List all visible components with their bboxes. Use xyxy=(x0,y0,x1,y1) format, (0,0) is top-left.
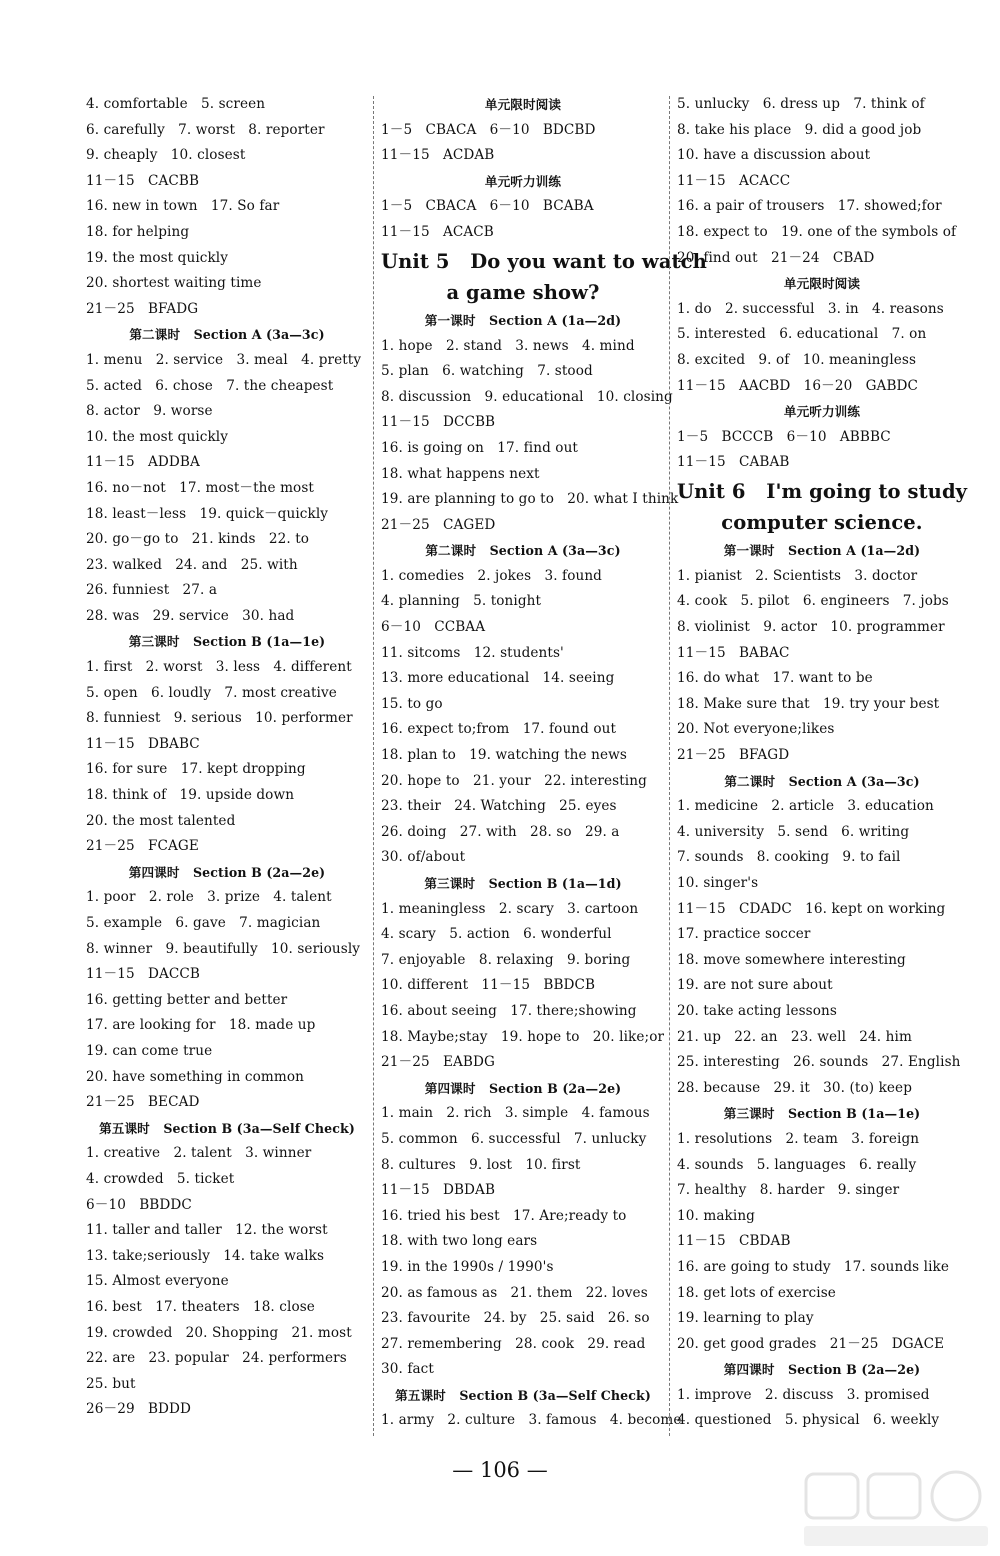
answer-line: 27. remembering 28. cook 29. read xyxy=(381,1335,646,1352)
answer-line: 1. first 2. worst 3. less 4. different xyxy=(86,659,352,676)
section-heading: 单元限时阅读 xyxy=(783,276,861,292)
answer-line: 10. making xyxy=(677,1207,755,1224)
section-heading: 第二课时 Section A (3a—3c) xyxy=(724,773,920,789)
answer-line: 13. take;seriously 14. take walks xyxy=(86,1247,325,1264)
answer-line: 15. to go xyxy=(381,695,443,712)
unit-title: Unit 5 Do you want to watch xyxy=(381,249,707,273)
answer-line: 19. the most quickly xyxy=(86,249,229,266)
answer-line: 15. Almost everyone xyxy=(86,1273,229,1290)
answer-line: 26. doing 27. with 28. so 29. a xyxy=(381,823,620,840)
answer-line: 30. fact xyxy=(381,1361,434,1378)
answer-line: 10. singer's xyxy=(677,875,759,891)
section-heading: 单元听力训练 xyxy=(783,404,861,420)
answer-line: 19. in the 1990s / 1990's xyxy=(381,1258,554,1275)
section-heading: 第五课时 Section B (3a—Self Check) xyxy=(395,1387,651,1403)
answer-line: 21－25 BFAGD xyxy=(677,747,790,764)
answer-line: 11－15 ACDAB xyxy=(381,147,495,164)
answer-line: 20. find out 21－24 CBAD xyxy=(677,249,875,266)
answer-line: 7. sounds 8. cooking 9. to fail xyxy=(677,849,901,866)
answer-line: 6－10 BBDDC xyxy=(86,1196,192,1213)
answer-line: 16. is going on 17. find out xyxy=(381,439,578,456)
answer-line: 21－25 EABDG xyxy=(381,1054,495,1071)
answer-line: 8. funniest 9. serious 10. performer xyxy=(86,710,353,727)
answer-line: 21－25 FCAGE xyxy=(86,838,199,855)
answer-line: 10. the most quickly xyxy=(86,428,229,445)
answer-line: 1－5 CBACA 6－10 BCABA xyxy=(381,198,594,215)
answer-line: 19. can come true xyxy=(86,1042,213,1059)
answer-line: 21. up 22. an 23. well 24. him xyxy=(677,1028,912,1045)
answer-line: 11－15 AACBD 16－20 GABDC xyxy=(677,377,919,394)
answer-line: 4. questioned 5. physical 6. weekly xyxy=(677,1412,940,1429)
answer-line: 1. army 2. culture 3. famous 4. become xyxy=(381,1412,682,1429)
answer-line: 16. new in town 17. So far xyxy=(86,198,280,215)
answer-line: 1－5 CBACA 6－10 BDCBD xyxy=(381,121,596,138)
answer-line: 18. move somewhere interesting xyxy=(677,951,906,968)
answer-line: 16. do what 17. want to be xyxy=(677,670,873,687)
answer-line: 5. common 6. successful 7. unlucky xyxy=(381,1130,647,1147)
answer-line: 6－10 CCBAA xyxy=(381,619,486,636)
answer-line: 8. discussion 9. educational 10. closing xyxy=(381,388,673,405)
answer-line: 1. creative 2. talent 3. winner xyxy=(86,1145,312,1162)
answer-line: 20. have something in common xyxy=(86,1068,305,1085)
unit-title: Unit 6 I'm going to study xyxy=(677,479,968,503)
answer-line: 16. getting better and better xyxy=(86,991,288,1008)
answer-line: 4. cook 5. pilot 6. engineers 7. jobs xyxy=(677,593,949,610)
answer-column-1 xyxy=(86,92,368,1423)
answer-line: 16. no－not 17. most－the most xyxy=(86,479,314,496)
answer-line: 11－15 CABAB xyxy=(677,454,790,471)
answer-line: 8. excited 9. of 10. meaningless xyxy=(677,351,917,368)
section-heading: 第四课时 Section B (2a—2e) xyxy=(128,864,326,880)
section-heading: 单元听力训练 xyxy=(484,173,562,189)
answer-line: 1. comedies 2. jokes 3. found xyxy=(381,567,602,584)
answer-line: 19. are planning to go to 20. what I think xyxy=(381,491,679,508)
answer-line: 11. sitcoms 12. students' xyxy=(381,644,564,661)
answer-line: 1－5 BCCCB 6－10 ABBBC xyxy=(677,428,891,445)
unit-title: a game show? xyxy=(446,280,600,304)
page-number: — 106 — xyxy=(452,1458,548,1482)
answer-line: 23. favourite 24. by 25. said 26. so xyxy=(381,1310,650,1327)
answer-line: 20. as famous as 21. them 22. loves xyxy=(381,1284,648,1301)
answer-line: 16. about seeing 17. there;showing xyxy=(381,1002,637,1019)
section-heading: 第三课时 Section B (1a—1e) xyxy=(128,634,326,650)
answer-line: 6. carefully 7. worst 8. reporter xyxy=(86,121,325,138)
section-heading: 第五课时 Section B (3a—Self Check) xyxy=(99,1120,355,1136)
answer-line: 11－15 DBDAB xyxy=(381,1182,496,1199)
answer-line: 20. the most talented xyxy=(86,812,236,829)
answer-line: 10. have a discussion about xyxy=(677,147,871,164)
answer-line: 8. take his place 9. did a good job xyxy=(677,121,922,138)
answer-line: 5. unlucky 6. dress up 7. think of xyxy=(677,96,925,112)
answer-line: 1. meaningless 2. scary 3. cartoon xyxy=(381,900,639,917)
answer-line: 1. menu 2. service 3. meal 4. pretty xyxy=(86,351,362,368)
section-heading: 单元限时阅读 xyxy=(484,97,562,112)
answer-line: 20. take acting lessons xyxy=(677,1002,837,1019)
unit-title: computer science. xyxy=(721,511,923,535)
answer-line: 28. because 29. it 30. (to) keep xyxy=(677,1079,912,1096)
answer-line: 18. plan to 19. watching the news xyxy=(381,747,627,764)
answer-line: 20. hope to 21. your 22. interesting xyxy=(381,772,647,789)
answer-line: 13. more educational 14. seeing xyxy=(381,670,615,687)
answer-line: 19. learning to play xyxy=(677,1310,814,1327)
answer-line: 1. main 2. rich 3. simple 4. famous xyxy=(381,1105,650,1122)
answer-line: 5. example 6. gave 7. magician xyxy=(86,915,321,931)
answer-line: 18. what happens next xyxy=(381,465,540,482)
answer-line: 21－25 BECAD xyxy=(86,1094,200,1111)
answer-line: 11－15 DACCB xyxy=(86,966,200,983)
answer-column-3 xyxy=(677,92,967,1434)
answer-line: 8. cultures 9. lost 10. first xyxy=(381,1156,581,1173)
answer-line: 4. scary 5. action 6. wonderful xyxy=(381,926,612,943)
answer-line: 23. their 24. Watching 25. eyes xyxy=(381,798,617,815)
answer-line: 11－15 CACBB xyxy=(86,172,200,189)
answer-line: 28. was 29. service 30. had xyxy=(86,607,295,624)
answer-line: 7. healthy 8. harder 9. singer xyxy=(677,1182,900,1199)
answer-line: 11－15 ADDBA xyxy=(86,454,200,471)
answer-line: 1. improve 2. discuss 3. promised xyxy=(677,1386,930,1403)
section-heading: 第四课时 Section B (2a—2e) xyxy=(424,1080,622,1096)
section-heading: 第四课时 Section B (2a—2e) xyxy=(723,1362,921,1378)
answer-line: 11－15 CDADC 16. kept on working xyxy=(677,900,946,917)
answer-line: 20. get good grades 21－25 DGACE xyxy=(677,1335,945,1352)
section-heading: 第三课时 Section B (1a—1e) xyxy=(723,1106,921,1122)
column-divider xyxy=(669,96,670,1436)
answer-line: 16. are going to study 17. sounds like xyxy=(677,1258,950,1275)
answer-line: 5. acted 6. chose 7. the cheapest xyxy=(86,377,334,394)
answer-line: 18. with two long ears xyxy=(381,1233,538,1250)
answer-line: 1. hope 2. stand 3. news 4. mind xyxy=(381,337,635,354)
answer-column-2 xyxy=(381,92,707,1434)
answer-line: 20. shortest waiting time xyxy=(86,275,262,292)
answer-line: 18. get lots of exercise xyxy=(677,1284,836,1301)
answer-line: 4. sounds 5. languages 6. really xyxy=(677,1156,917,1173)
section-heading: 第一课时 Section A (1a—2d) xyxy=(723,543,921,559)
answer-line: 23. walked 24. and 25. with xyxy=(86,556,298,573)
answer-line: 18. Maybe;stay 19. hope to 20. like;or xyxy=(381,1028,665,1045)
answer-line: 20. go－go to 21. kinds 22. to xyxy=(86,531,310,548)
answer-line: 18. Make sure that 19. try your best xyxy=(677,695,940,712)
answer-line: 17. are looking for 18. made up xyxy=(86,1017,316,1034)
answer-line: 5. interested 6. educational 7. on xyxy=(677,326,927,343)
answer-line: 18. think of 19. upside down xyxy=(86,787,295,804)
answer-line: 22. are 23. popular 24. performers xyxy=(86,1350,347,1367)
answer-line: 20. Not everyone;likes xyxy=(677,721,835,738)
answer-line: 16. a pair of trousers 17. showed;for xyxy=(677,198,942,215)
answer-line: 9. cheaply 10. closest xyxy=(86,147,246,164)
site-watermark-logo xyxy=(800,1470,992,1550)
answer-line: 25. interesting 26. sounds 27. English xyxy=(677,1054,961,1071)
answer-line: 17. practice soccer xyxy=(677,926,811,943)
answer-line: 18. expect to 19. one of the symbols of xyxy=(677,223,957,240)
answer-line: 11－15 BABAC xyxy=(677,644,790,661)
answer-line: 30. of/about xyxy=(381,849,466,866)
answer-line: 21－25 CAGED xyxy=(381,516,496,533)
answer-line: 16. expect to;from 17. found out xyxy=(381,721,617,738)
answer-line: 4. crowded 5. ticket xyxy=(86,1170,235,1187)
answer-line: 18. least－less 19. quick－quickly xyxy=(86,505,329,522)
answer-line: 4. planning 5. tonight xyxy=(381,593,542,610)
answer-line: 1. medicine 2. article 3. education xyxy=(677,798,934,815)
section-heading: 第三课时 Section B (1a—1d) xyxy=(424,876,622,891)
answer-line: 8. violinist 9. actor 10. programmer xyxy=(677,619,945,636)
answer-line: 1. pianist 2. Scientists 3. doctor xyxy=(677,567,918,584)
answer-line: 5. plan 6. watching 7. stood xyxy=(381,363,593,380)
answer-line: 19. crowded 20. Shopping 21. most xyxy=(86,1324,352,1341)
answer-line: 11. taller and taller 12. the worst xyxy=(86,1222,328,1239)
answer-line: 11－15 ACACB xyxy=(381,223,494,240)
answer-line: 26. funniest 27. a xyxy=(86,582,218,599)
answer-line: 10. different 11－15 BBDCB xyxy=(381,977,596,994)
answer-line: 25. but xyxy=(86,1375,136,1392)
answer-line: 7. enjoyable 8. relaxing 9. boring xyxy=(381,951,631,968)
answer-line: 16. for sure 17. kept dropping xyxy=(86,761,306,778)
answer-line: 26－29 BDDD xyxy=(86,1401,192,1418)
answer-line: 1. do 2. successful 3. in 4. reasons xyxy=(677,300,944,317)
answer-line: 16. tried his best 17. Are;ready to xyxy=(381,1207,627,1224)
answer-line: 1. resolutions 2. team 3. foreign xyxy=(677,1130,920,1147)
answer-line: 11－15 DBABC xyxy=(86,735,200,752)
column-divider xyxy=(373,96,374,1436)
answer-line: 19. are not sure about xyxy=(677,977,833,994)
answer-line: 16. best 17. theaters 18. close xyxy=(86,1298,315,1315)
answer-line: 4. comfortable 5. screen xyxy=(86,96,266,112)
answer-line: 8. winner 9. beautifully 10. seriously xyxy=(86,940,361,957)
answer-line: 11－15 DCCBB xyxy=(381,414,496,431)
section-heading: 第二课时 Section A (3a—3c) xyxy=(129,327,325,343)
answer-line: 18. for helping xyxy=(86,223,190,240)
answer-line: 1. poor 2. role 3. prize 4. talent xyxy=(86,889,332,906)
answer-line: 5. open 6. loudly 7. most creative xyxy=(86,684,337,701)
section-heading: 第一课时 Section A (1a—2d) xyxy=(424,312,622,328)
answer-line: 8. actor 9. worse xyxy=(86,403,213,420)
answer-line: 11－15 ACACC xyxy=(677,172,791,189)
answer-line: 11－15 CBDAB xyxy=(677,1233,791,1250)
answer-line: 21－25 BFADG xyxy=(86,300,199,317)
section-heading: 第二课时 Section A (3a—3c) xyxy=(425,543,621,559)
answer-line: 4. university 5. send 6. writing xyxy=(677,823,910,840)
